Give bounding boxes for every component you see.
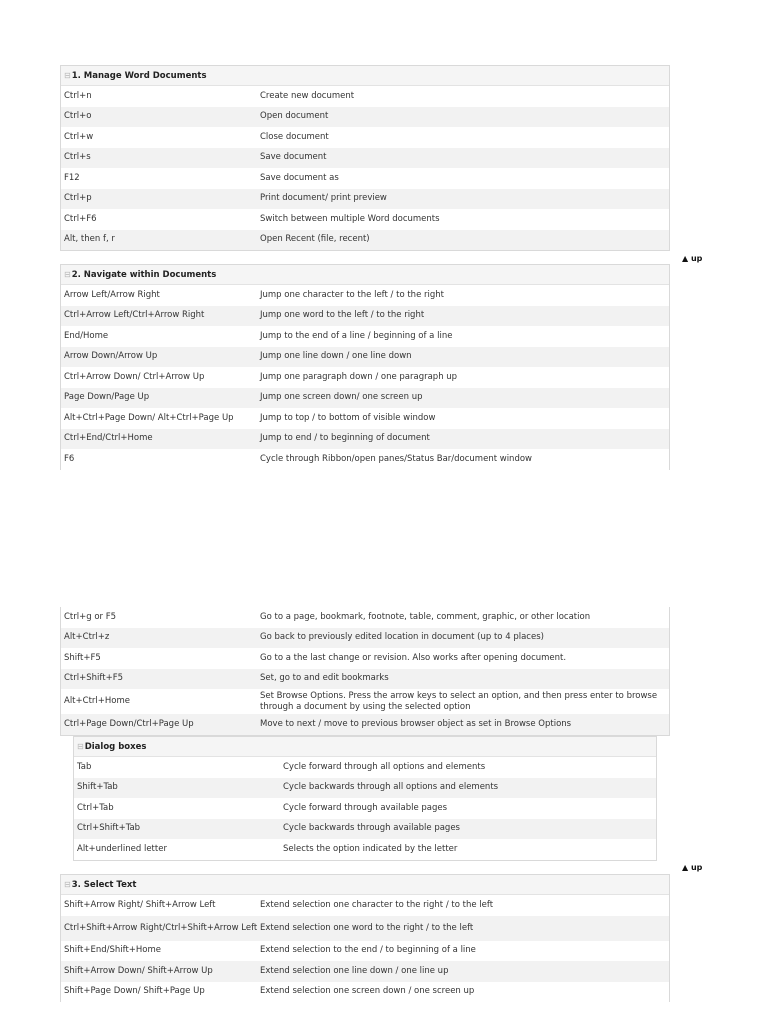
table-row (61, 916, 669, 941)
shortcut-description: Create new document (260, 90, 355, 101)
shortcut-description: Extend selection one line down / one line up (260, 965, 449, 976)
shortcut-description: Extend selection one word to the right / to the left (260, 922, 474, 933)
shortcut-description: Print document/ print preview (260, 193, 387, 204)
shortcut-keys: Alt+Ctrl+Home (64, 696, 130, 706)
shortcut-keys: End/Home (64, 330, 109, 341)
shortcut-keys: Shift+End/Shift+Home (64, 945, 162, 956)
shortcut-keys: Arrow Left/Arrow Right (64, 289, 160, 300)
dialog-boxes-table (73, 736, 657, 861)
shortcut-description: Extend selection one character to the right / to the left (260, 899, 494, 910)
table-row (61, 689, 669, 714)
section-title: 1. Manage Word Documents (71, 71, 207, 81)
table-row (74, 798, 656, 819)
back-to-top-link[interactable] (682, 863, 702, 872)
table-row (61, 408, 669, 429)
table-row (61, 347, 669, 368)
shortcut-description: Move to next / move to previous browser object as set in Browse Options (260, 718, 572, 729)
shortcut-description: Extend selection one screen down / one screen up (260, 986, 475, 997)
table-row (61, 285, 669, 306)
shortcut-keys: Ctrl+Page Down/Ctrl+Page Up (64, 718, 194, 729)
shortcut-keys: Shift+Arrow Right/ Shift+Arrow Left (64, 899, 216, 910)
shortcut-keys: Shift+F5 (64, 652, 101, 663)
back-to-top-label: up (690, 863, 703, 872)
table-row (61, 326, 669, 347)
shortcut-keys: Ctrl+End/Ctrl+Home (64, 433, 153, 444)
up-arrow-icon: ▲ (682, 254, 689, 263)
shortcut-description: Cycle through Ribbon/open panes/Status Bar/document window (260, 453, 532, 464)
shortcut-description: Jump one line down / one line down (260, 351, 412, 362)
shortcut-keys: Ctrl+w (64, 131, 94, 142)
table-row (61, 941, 669, 962)
shortcut-description: Save document as (260, 172, 339, 183)
shortcut-keys: Ctrl+Arrow Down/ Ctrl+Arrow Up (64, 371, 205, 382)
shortcut-description: Jump one paragraph down / one paragraph up (260, 371, 458, 382)
table-row (74, 757, 656, 778)
back-to-top-link[interactable] (682, 254, 702, 263)
shortcut-keys: Ctrl+Arrow Left/Ctrl+Arrow Right (64, 310, 205, 321)
shortcut-description: Go to a the last change or revision. Also works after opening document. (260, 652, 567, 663)
table-row (61, 148, 669, 169)
shortcut-description: Set, go to and edit bookmarks (260, 673, 389, 684)
shortcut-keys: Shift+Page Down/ Shift+Page Up (64, 986, 205, 997)
section-header[interactable] (61, 66, 669, 86)
table-row (61, 982, 669, 1003)
up-arrow-icon: ▲ (682, 863, 689, 872)
table-row (61, 648, 669, 669)
table-row (61, 961, 669, 982)
back-to-top-label: up (690, 254, 703, 263)
table-row (61, 107, 669, 128)
shortcut-keys: Ctrl+Shift+Tab (77, 823, 141, 834)
shortcut-description: Open document (260, 111, 329, 122)
shortcut-keys: Ctrl+p (64, 193, 92, 204)
shortcut-keys: Ctrl+o (64, 111, 92, 122)
shortcut-keys: Alt+underlined letter (77, 843, 167, 854)
shortcut-keys: Ctrl+Shift+Arrow Right/Ctrl+Shift+Arrow Left (64, 922, 258, 933)
shortcut-description: Jump to top / to bottom of visible window (260, 412, 436, 423)
table-row (61, 669, 669, 690)
shortcut-description: Jump to the end of a line / beginning of a line (260, 330, 453, 341)
table-row (61, 127, 669, 148)
table-row (61, 714, 669, 735)
shortcut-description: Cycle backwards through all options and elements (283, 782, 499, 793)
table-row (61, 628, 669, 649)
shortcut-description: Switch between multiple Word documents (260, 213, 440, 224)
select-text-table (60, 874, 670, 1002)
navigate-documents-table-continued (60, 607, 670, 736)
shortcut-description: Extend selection to the end / to beginning of a line (260, 945, 476, 956)
shortcut-description: Cycle forward through available pages (283, 802, 448, 813)
shortcut-keys: Alt+Ctrl+z (64, 632, 110, 643)
shortcut-keys: F6 (64, 453, 75, 464)
shortcut-description: Open Recent (file, recent) (260, 234, 370, 245)
table-row (74, 839, 656, 860)
shortcut-keys: Alt+Ctrl+Page Down/ Alt+Ctrl+Page Up (64, 412, 234, 423)
shortcut-description: Cycle forward through all options and elements (283, 761, 486, 772)
shortcut-description: Jump one word to the left / to the right (260, 310, 425, 321)
section-title: 2. Navigate within Documents (71, 270, 217, 280)
collapse-icon[interactable]: ⊟ (77, 742, 84, 751)
table-row (61, 86, 669, 107)
table-row (61, 449, 669, 470)
shortcut-keys: Ctrl+g or F5 (64, 611, 117, 622)
shortcut-keys: Shift+Tab (77, 782, 118, 793)
table-row (61, 607, 669, 628)
navigate-documents-table (60, 264, 670, 470)
shortcut-description: Go to a page, bookmark, footnote, table, comment, graphic, or other location (260, 611, 591, 622)
table-row (61, 189, 669, 210)
shortcut-description: Close document (260, 131, 329, 142)
manage-documents-table (60, 65, 670, 251)
table-row (61, 209, 669, 230)
section-title: Dialog boxes (84, 742, 147, 752)
shortcut-description: Go back to previously edited location in document (up to 4 places) (260, 632, 544, 643)
collapse-icon[interactable]: ⊟ (64, 270, 71, 279)
shortcut-description: Jump one screen down/ one screen up (260, 392, 423, 403)
shortcut-description: Set Browse Options. Press the arrow keys to select an option, and then press enter to browse through a document by using the selected option (260, 690, 658, 712)
shortcut-keys: Ctrl+s (64, 152, 91, 163)
section-header[interactable] (61, 265, 669, 285)
table-row (61, 367, 669, 388)
shortcut-keys: Shift+Arrow Down/ Shift+Arrow Up (64, 965, 213, 976)
shortcut-keys: Tab (77, 761, 92, 772)
table-row (61, 388, 669, 409)
section-header[interactable] (74, 737, 656, 757)
table-row (61, 306, 669, 327)
table-row (74, 778, 656, 799)
shortcut-keys: Alt, then f, r (64, 234, 115, 245)
table-row (61, 429, 669, 450)
collapse-icon[interactable]: ⊟ (64, 880, 71, 889)
shortcut-description: Jump one character to the left / to the right (260, 289, 444, 300)
shortcut-keys: Ctrl+Shift+F5 (64, 673, 123, 684)
shortcut-keys: Page Down/Page Up (64, 392, 150, 403)
shortcut-description: Save document (260, 152, 327, 163)
shortcut-keys: F12 (64, 172, 80, 183)
table-row (61, 168, 669, 189)
shortcut-keys: Ctrl+Tab (77, 802, 114, 813)
shortcut-keys: Ctrl+n (64, 90, 92, 101)
section-header[interactable] (61, 875, 669, 895)
shortcut-description: Selects the option indicated by the letter (283, 843, 458, 854)
table-row (74, 819, 656, 840)
shortcut-description: Cycle backwards through available pages (283, 823, 460, 834)
table-row (61, 230, 669, 251)
table-row (61, 895, 669, 916)
collapse-icon[interactable]: ⊟ (64, 71, 71, 80)
shortcut-keys: Ctrl+F6 (64, 213, 97, 224)
shortcut-keys: Arrow Down/Arrow Up (64, 351, 158, 362)
section-title: 3. Select Text (71, 880, 137, 890)
shortcut-description: Jump to end / to beginning of document (260, 433, 430, 444)
